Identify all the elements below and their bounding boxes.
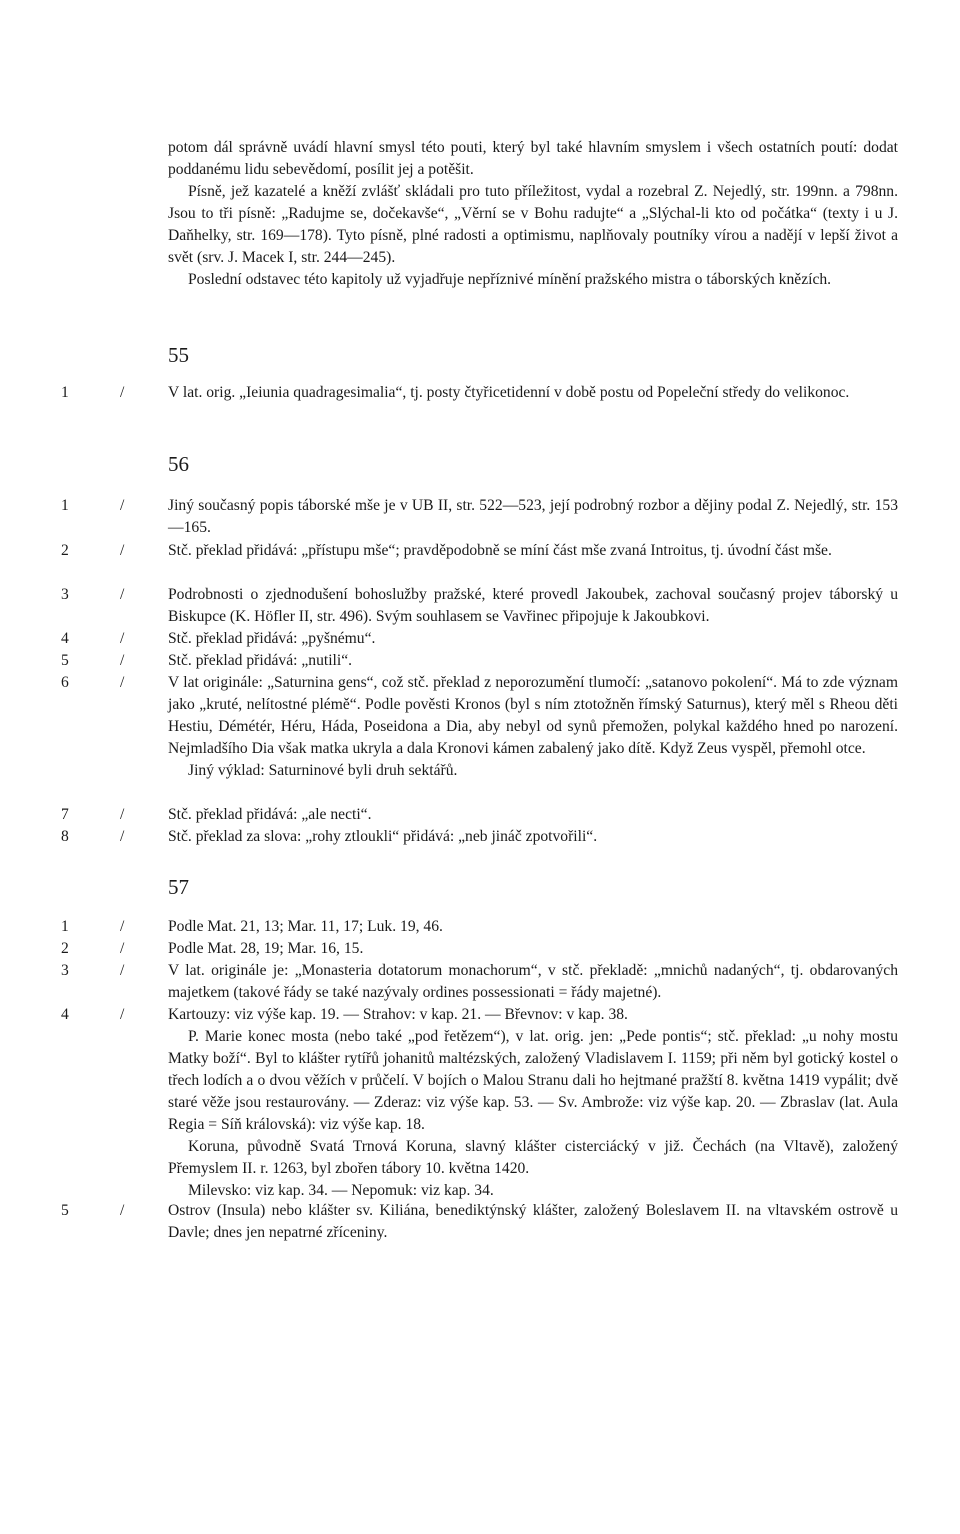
footnote-paragraph: V lat originále: „Saturnina gens“, což stč. překlad z neporozumění tlumočí: „satanovo pokolení“. Má to zde význam jako „kruté, nelítostné plémě“. Podle pověsti Kronos (byl s ním ztotožněn římský Saturnus), který měl s Rheou děti Hestiu, Démétér, Héru, Háda, Poseidona a Dia, aby nebyl od synů přemožen, polykal každého hned po narození. Nejmladšího Dia však matka ukryla a dala Kronovi kámen zabalený jako dítě. Když Zeus vyspěl, přemohl otce. <box>168 674 898 757</box>
footnote-number: 1 <box>61 497 69 514</box>
footnote-text <box>168 672 898 782</box>
footnote-text <box>168 960 898 1004</box>
footnote-separator: / <box>120 384 125 401</box>
footnote-separator: / <box>120 1202 125 1219</box>
section-number: 57 <box>168 875 189 899</box>
footnote-separator: / <box>120 828 125 845</box>
footnote-text <box>168 938 898 960</box>
footnote-paragraph: Stč. překlad přidává: „nutili“. <box>168 652 353 669</box>
footnote-number: 4 <box>61 1006 69 1023</box>
footnote-separator: / <box>120 918 125 935</box>
footnote-separator: / <box>120 806 125 823</box>
footnote-separator: / <box>120 630 125 647</box>
footnote-paragraph: Stč. překlad za slova: „rohy ztloukli“ přidává: „neb jináč zpotvořili“. <box>168 828 598 845</box>
intro-paragraph: potom dál správně uvádí hlavní smysl této pouti, který byl také hlavním smyslem i všech ostatních poutí: dodat poddanému lidu sebevědomí, posílit jej a potěšit. <box>168 139 898 178</box>
footnote-paragraph: Stč. překlad přidává: „pyšnému“. <box>168 630 376 647</box>
footnote-paragraph: V lat. originále je: „Monasteria dotatorum monachorum“, v stč. překladě: „mnichů nadaných“, tj. obdarovaných majetkem (takové řády se také nazývaly ordines possessionati = řády majetné). <box>168 962 898 1001</box>
intro-paragraph: Písně, jež kazatelé a kněží zvlášť skládali pro tuto příležitost, vydal a rozebral Z. Nejedlý, str. 199nn. a 798nn. Jsou to tři písně: „Radujme se, dočekavše“, „Věrní se v Bohu radujte“ a „Slýchal-li kto od počátka“ (texty i u J. Daňhelky, str. 169—178). Tyto písně, plné radosti a optimismu, naplňovaly poutníky vírou a nadějí v lepší život a svět (srv. J. Macek I, str. 244—245). <box>168 183 898 266</box>
footnote-paragraph: Podle Mat. 28, 19; Mar. 16, 15. <box>168 940 364 957</box>
footnote-text <box>168 495 898 539</box>
section-number: 56 <box>168 452 189 476</box>
footnote-paragraph: Ostrov (Insula) nebo klášter sv. Kiliána, benediktýnský klášter, založený Boleslavem II. na vltavském ostrově u Davle; dnes jen nepatrné zříceniny. <box>168 1202 898 1241</box>
footnote-number: 3 <box>61 586 69 603</box>
footnote-paragraph: Podle Mat. 21, 13; Mar. 11, 17; Luk. 19, 46. <box>168 918 443 935</box>
footnote-text <box>168 804 898 826</box>
footnote-text <box>168 1004 898 1202</box>
footnote-paragraph: P. Marie konec mosta (nebo také „pod řetězem“), v lat. orig. jen: „Pede pontis“; stč. překlad: „u nohy mostu Matky boží“. Byl to klášter rytířů johanitů maltézských, založený Vladislavem I. 1159; při něm byl gotický kostel o třech lodích a o dvou věžích v průčelí. V bojích o Malou Stranu dali ho hejtmané pražští 8. května 1419 vypálit; dvě staré věže jsou restaurovány. — Zderaz: viz výše kap. 53. — Sv. Ambrože: viz výše kap. 20. — Zbraslav (lat. Aula Regia = Síň královská): viz výše kap. 18. <box>168 1028 898 1133</box>
footnote-number: 7 <box>61 806 69 823</box>
footnote-paragraph: Kartouzy: viz výše kap. 19. — Strahov: v kap. 21. — Břevnov: v kap. 38. <box>168 1006 628 1023</box>
footnote-paragraph: V lat. orig. „Ieiunia quadragesimalia“, tj. posty čtyřicetidenní v době postu od Popeleční středy do velikonoc. <box>168 384 850 401</box>
footnote-number: 2 <box>61 940 69 957</box>
footnote-number: 8 <box>61 828 69 845</box>
footnote-separator: / <box>120 962 125 979</box>
footnote-separator: / <box>120 586 125 603</box>
footnote-separator: / <box>120 940 125 957</box>
footnote-text <box>168 650 898 672</box>
footnote-number: 5 <box>61 652 69 669</box>
footnote-text <box>168 826 898 848</box>
footnote-text <box>168 1200 898 1244</box>
footnote-number: 2 <box>61 542 69 559</box>
footnote-number: 1 <box>61 918 69 935</box>
footnote-separator: / <box>120 674 125 691</box>
footnote-paragraph: Stč. překlad přidává: „ale necti“. <box>168 806 372 823</box>
footnote-text <box>168 584 898 628</box>
footnote-paragraph: Koruna, původně Svatá Trnová Koruna, slavný klášter cisterciácký v již. Čechách (na Vltavě), založený Přemyslem II. r. 1263, byl zbořen tábory 10. května 1420. <box>168 1138 898 1177</box>
footnote-paragraph: Stč. překlad přidává: „přístupu mše“; pravděpodobně se míní část mše zvaná Introitus, tj. úvodní část mše. <box>168 542 832 559</box>
footnote-number: 6 <box>61 674 69 691</box>
footnote-paragraph: Jiný výklad: Saturninové byli druh sektářů. <box>188 762 458 779</box>
footnote-paragraph: Podrobnosti o zjednodušení bohoslužby pražské, které provedl Jakoubek, zachoval současný projev táborský u Biskupce (K. Höfler II, str. 496). Svým souhlasem se Vavřinec připojuje k Jakoubkovi. <box>168 586 898 625</box>
footnote-text <box>168 540 898 562</box>
footnote-number: 1 <box>61 384 69 401</box>
footnote-separator: / <box>120 1006 125 1023</box>
footnote-text <box>168 382 898 404</box>
section-number: 55 <box>168 343 189 367</box>
footnote-paragraph: Jiný současný popis táborské mše je v UB II, str. 522—523, její podrobný rozbor a dějiny podal Z. Nejedlý, str. 153—165. <box>168 497 898 536</box>
intro-paragraph: Poslední odstavec této kapitoly už vyjadřuje nepříznivé mínění pražského mistra o táborských knězích. <box>188 271 832 288</box>
footnote-number: 5 <box>61 1202 69 1219</box>
footnote-text <box>168 628 898 650</box>
footnote-separator: / <box>120 652 125 669</box>
footnote-number: 3 <box>61 962 69 979</box>
footnote-paragraph: Milevsko: viz kap. 34. — Nepomuk: viz kap. 34. <box>188 1182 494 1199</box>
footnote-number: 4 <box>61 630 69 647</box>
intro-text <box>168 137 898 291</box>
footnote-text <box>168 916 898 938</box>
footnote-separator: / <box>120 497 125 514</box>
footnote-separator: / <box>120 542 125 559</box>
